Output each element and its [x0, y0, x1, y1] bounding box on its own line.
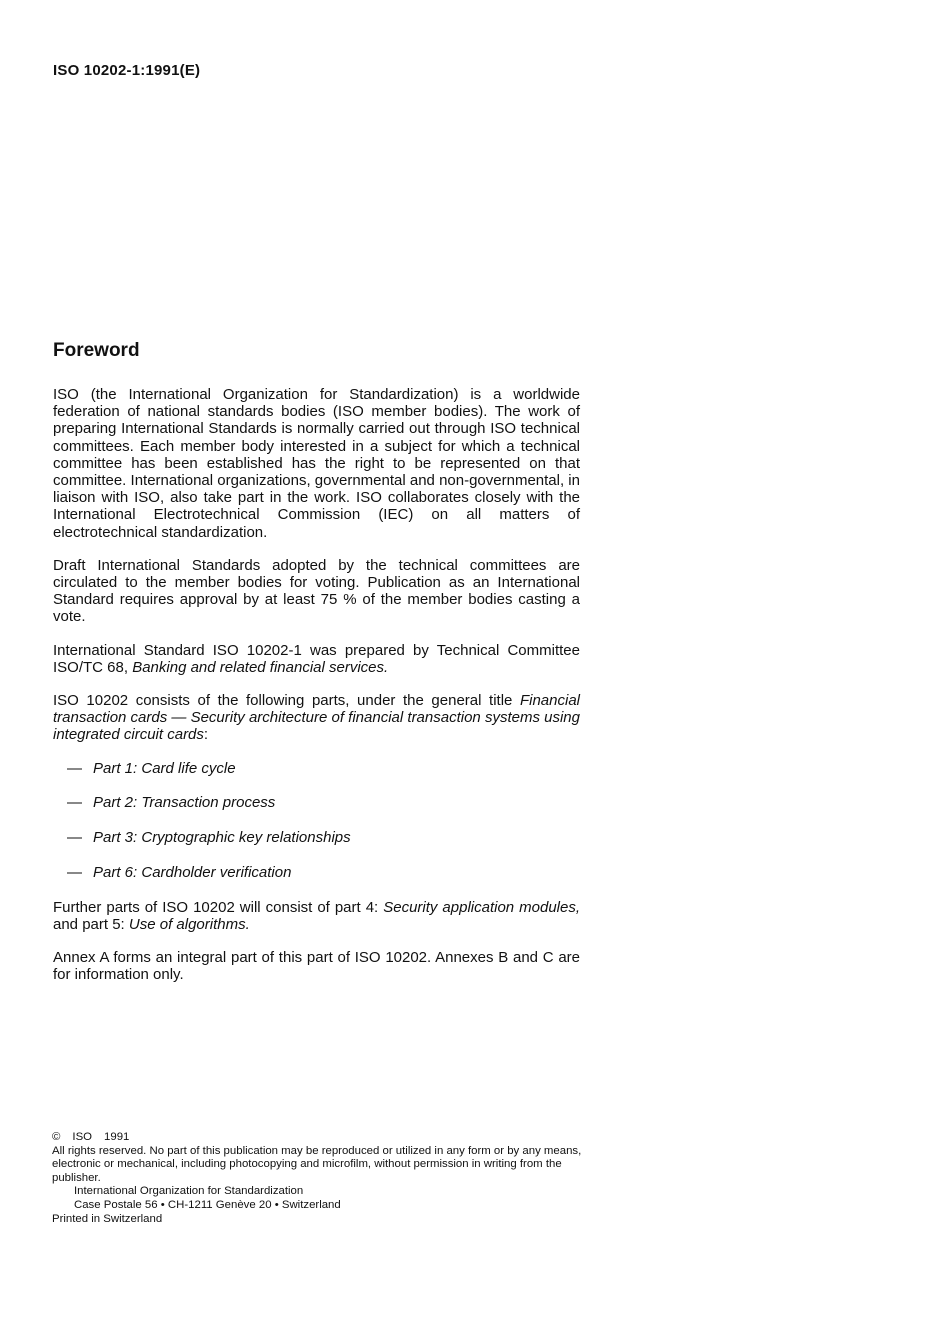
paragraph-prepared-by	[53, 642, 580, 676]
copyright-footer	[52, 1131, 582, 1226]
copyright-org: ISO	[72, 1131, 93, 1143]
parts-list	[53, 760, 580, 882]
part4-title: Security application modules,	[383, 898, 581, 916]
part5-title: Use of algorithms.	[128, 916, 250, 934]
foreword-body	[53, 386, 580, 1000]
committee-name: Banking and related financial services.	[132, 658, 389, 676]
copyright-symbol: ©	[52, 1131, 61, 1143]
dash-bullet: —	[67, 759, 82, 777]
copyright-year: 1991	[104, 1131, 130, 1143]
part-label: Part 1:	[93, 759, 138, 777]
parts-intro-colon: :	[203, 726, 209, 744]
copyright-line	[52, 1131, 582, 1145]
part-title: Cardholder verification	[141, 864, 292, 882]
paragraph-parts-intro	[53, 692, 580, 744]
address-line-2: Case Postale 56 • CH-1211 Genève 20 • Switzerland	[74, 1198, 341, 1211]
part-label: Part 2:	[93, 794, 138, 812]
paragraph-iso-intro: ISO (the International Organization for Standardization) is a worldwide federation of national standards bodies (ISO member bodies). The work of preparing International Standards is normally carried out through ISO technical committees. Each member body interested in a subject for which a technical committee has been established has the right to be represented on that committee. International organizations, governmental and non-governmental, in liaison with ISO, also take part in the work. ISO collaborates closely with the International Electrotechnical Commission (IEC) on all matters of electrotechnical standardization.	[53, 386, 580, 541]
dash-bullet: —	[67, 864, 82, 882]
parts-intro-text: ISO 10202 consists of the following parts, under the general title	[53, 692, 520, 710]
dash-bullet: —	[67, 829, 82, 847]
part-title: Card life cycle	[141, 759, 236, 777]
document-id: ISO 10202-1:1991(E)	[53, 62, 201, 79]
paragraph-further-parts	[53, 899, 580, 933]
list-item	[53, 794, 580, 811]
part-label: Part 6:	[93, 864, 138, 882]
paragraph-annexes: Annex A forms an integral part of this part of ISO 10202. Annexes B and C are for information only.	[53, 949, 580, 984]
list-item	[53, 760, 580, 777]
part-title: Cryptographic key relationships	[141, 829, 351, 847]
dash-bullet: —	[67, 794, 82, 812]
printed-in: Printed in Switzerland	[52, 1212, 163, 1225]
general-title: Financial transaction cards — Security architecture of financial transaction systems using integrated circuit cards	[53, 692, 580, 744]
address-line-1: International Organization for Standardization	[74, 1185, 304, 1198]
further-parts-text: Further parts of ISO 10202 will consist of part 4:	[53, 898, 384, 916]
part-label: Part 3:	[93, 829, 138, 847]
foreword-heading: Foreword	[53, 340, 140, 361]
list-item	[53, 829, 580, 846]
further-parts-joiner: and part 5:	[53, 916, 129, 934]
part-title: Transaction process	[141, 794, 276, 812]
rights-statement: All rights reserved. No part of this publication may be reproduced or utilized in any form or by any means, electronic or mechanical, including photocopying and microfilm, without permission in writing from the publisher.	[52, 1144, 582, 1184]
list-item	[53, 864, 580, 881]
paragraph-draft-standards: Draft International Standards adopted by the technical committees are circulated to the member bodies for voting. Publication as an International Standard requires approval by at least 75 % of the member bodies casting a vote.	[53, 556, 580, 626]
prepared-by-text: International Standard ISO 10202-1 was prepared by Technical Committee ISO/TC 68,	[53, 641, 580, 676]
